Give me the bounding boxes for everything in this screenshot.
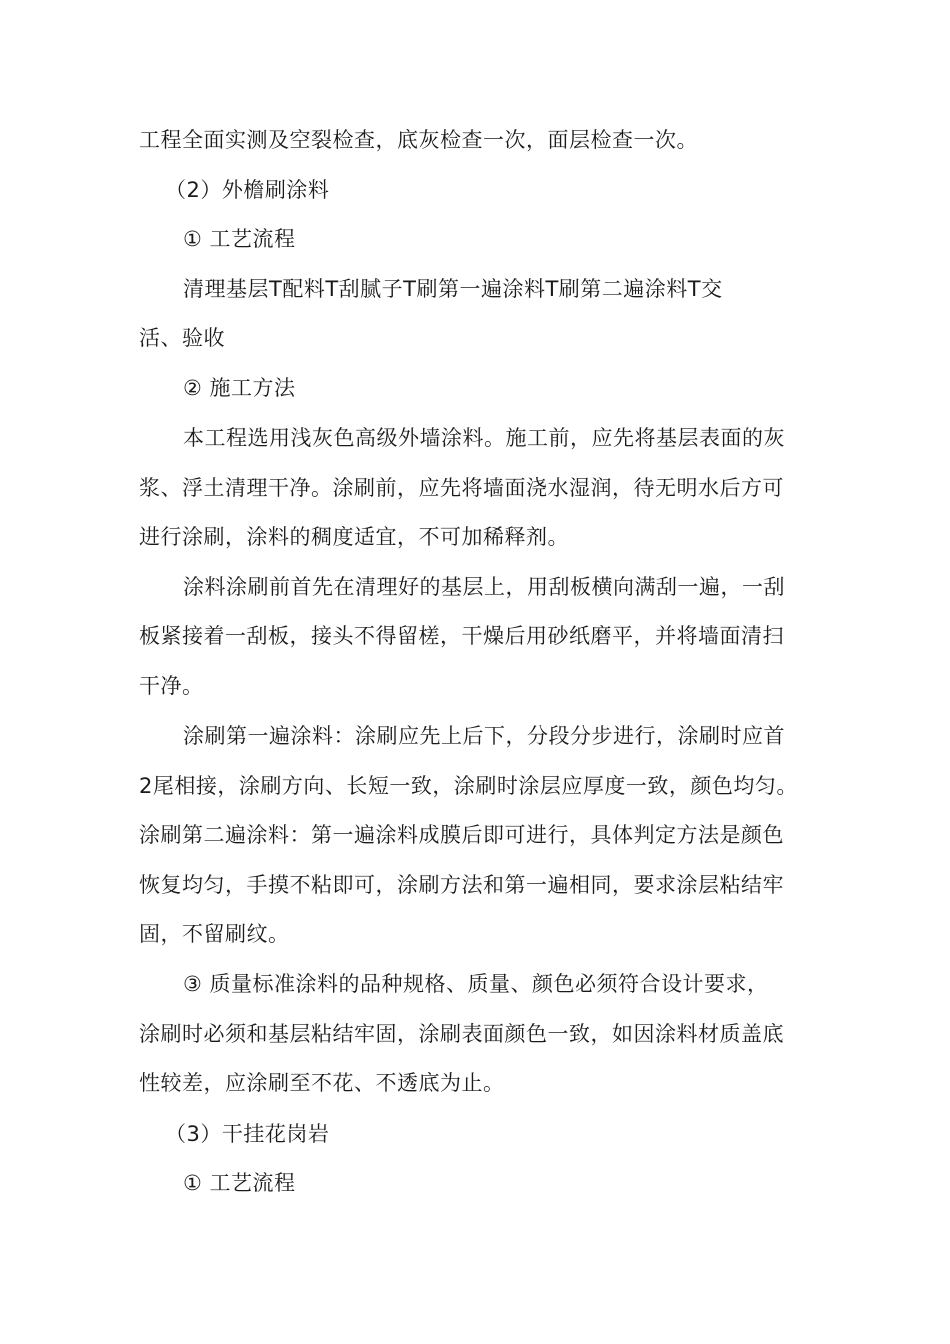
text-line: 涂刷时必须和基层粘结牢固，涂刷表面颜色一致，如因涂料材质盖底	[139, 1022, 784, 1046]
subsection-heading: ① 工艺流程	[183, 227, 296, 251]
text-line: 进行涂刷，涂料的稠度适宜，不可加稀释剂。	[139, 525, 569, 549]
text-line: 涂刷第二遍涂料：第一遍涂料成膜后即可进行，具体判定方法是颜色	[139, 823, 784, 847]
text-line: 固，不留刷纹。	[139, 922, 290, 946]
text-line: 本工程选用浅灰色高级外墙涂料。施工前，应先将基层表面的灰	[183, 426, 785, 450]
text-line: 2尾相接，涂刷方向、长短一致，涂刷时涂层应厚度一致，颜色均匀。	[139, 774, 798, 798]
text-line: 板紧接着一刮板，接头不得留槎，干燥后用砂纸磨平，并将墙面清扫	[139, 624, 784, 648]
text-line: 恢复均匀，手摸不粘即可，涂刷方法和第一遍相同，要求涂层粘结牢	[139, 873, 784, 897]
text-line: 清理基层T配料T刮腻子T刷第一遍涂料T刷第二遍涂料T交	[183, 277, 723, 301]
section-heading: （3）干挂花岗岩	[165, 1122, 330, 1146]
subsection-heading: ② 施工方法	[183, 376, 296, 400]
subsection-heading: ① 工艺流程	[183, 1171, 296, 1195]
text-line: 性较差，应涂刷至不花、不透底为止。	[139, 1071, 505, 1095]
text-line: 干净。	[139, 674, 204, 698]
subsection-heading: ③ 质量标准涂料的品种规格、质量、颜色必须符合设计要求，	[183, 972, 769, 996]
text-line: 涂料涂刷前首先在清理好的基层上，用刮板横向满刮一遍，一刮	[183, 575, 785, 599]
text-line: 活、验收	[139, 326, 225, 350]
text-line: 浆、浮土清理干净。涂刷前，应先将墙面浇水湿润，待无明水后方可	[139, 476, 784, 500]
section-heading: （2）外檐刷涂料	[165, 178, 330, 202]
text-line: 涂刷第一遍涂料：涂刷应先上后下，分段分步进行，涂刷时应首	[183, 724, 785, 748]
text-line: 工程全面实测及空裂检查，底灰检查一次，面层检查一次。	[139, 128, 698, 152]
